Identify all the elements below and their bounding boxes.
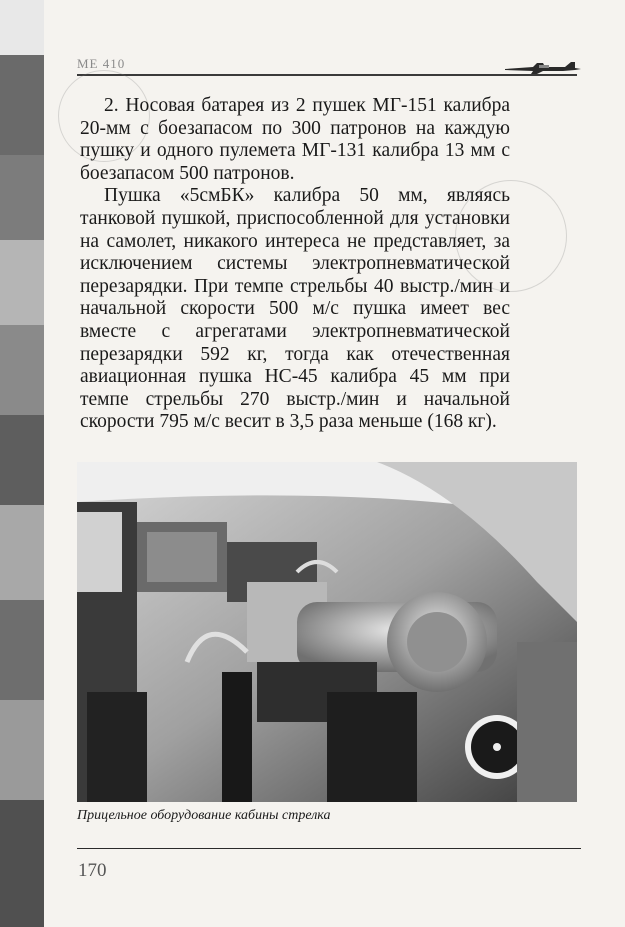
paragraph: Пушка «5смБК» калибра 50 мм, являясь танковой пушкой, приспособленной для установки на самолет, никакого интереса не представляет, за исключением системы электропневматической перезарядки. При темпе стрельбы 40 выстр./мин и начальной скорости 500 м/с пушка имеет вес вместе с агрегатами электропневматической перезарядки 592 кг, тогда как отечественная авиационная пушка НС-45 калибра 45 мм при темпе стрельбы 270 выстр./мин и начальной скорости 795 м/с весит в 3,5 раза меньше (168 кг). xyxy=(80,185,510,433)
running-head: ME 410 xyxy=(77,56,126,71)
airplane-silhouette-icon xyxy=(503,58,583,78)
body-text xyxy=(80,95,510,434)
thumb-index-strip xyxy=(0,0,44,927)
paragraph: 2. Носовая батарея из 2 пушек МГ-151 калибра 20-мм с боезапасом по 300 патронов на каждую пушку и одного пулемета МГ-131 калибра 13 мм с боезапасом 500 патронов. xyxy=(80,95,510,184)
figure-caption: Прицельное оборудование кабины стрелка xyxy=(77,808,331,823)
header-rule xyxy=(77,74,577,76)
gunner-cockpit-sighting-equipment-photo xyxy=(77,462,577,802)
footer-rule xyxy=(77,848,581,849)
page-number: 170 xyxy=(78,860,107,881)
cockpit-photo xyxy=(77,462,577,802)
